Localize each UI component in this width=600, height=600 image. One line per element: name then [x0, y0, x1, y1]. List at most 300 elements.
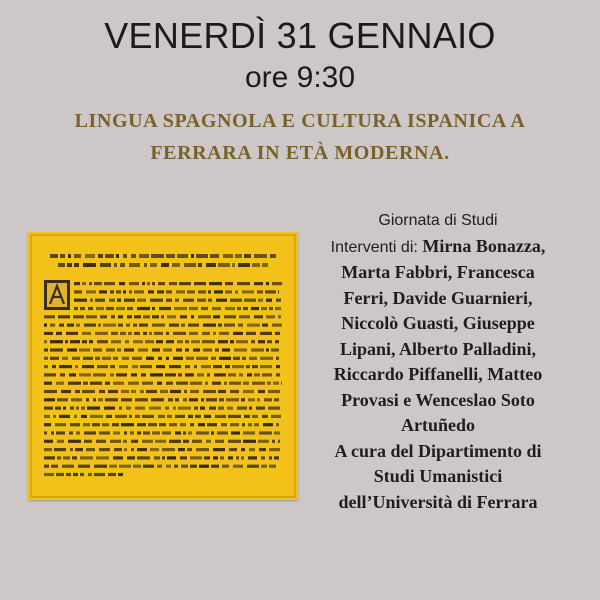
document-word-stroke: [168, 398, 173, 401]
document-word-stroke: [127, 456, 135, 459]
document-word-stroke: [135, 415, 140, 418]
document-word-stroke: [44, 407, 53, 410]
document-word-stroke: [70, 448, 73, 451]
document-word-stroke: [80, 456, 93, 459]
document-word-stroke: [180, 423, 186, 426]
document-word-stroke: [200, 407, 205, 410]
document-word-stroke: [143, 315, 150, 318]
document-word-stroke: [44, 365, 48, 368]
document-word-stroke: [131, 440, 138, 443]
document-word-stroke: [126, 324, 130, 327]
document-word-stroke: [166, 465, 171, 468]
document-word-stroke: [206, 263, 216, 267]
document-word-stroke: [133, 465, 141, 468]
document-word-stroke: [85, 254, 95, 258]
document-word-stroke: [44, 315, 55, 318]
document-word-stroke: [225, 290, 232, 293]
document-word-stroke: [261, 456, 265, 459]
organizer-line: dell’Università di Ferrara: [338, 491, 538, 512]
document-word-stroke: [93, 398, 96, 401]
document-word-stroke: [114, 263, 117, 267]
document-word-stroke: [166, 332, 169, 335]
document-word-stroke: [161, 263, 169, 267]
document-word-stroke: [267, 382, 271, 385]
document-word-stroke: [203, 390, 216, 393]
document-word-stroke: [219, 357, 231, 360]
document-word-stroke: [79, 373, 91, 376]
document-word-stroke: [44, 348, 48, 351]
document-word-stroke: [239, 315, 250, 318]
document-word-stroke: [275, 332, 280, 335]
document-word-stroke: [135, 407, 145, 410]
document-word-stroke: [74, 307, 78, 310]
document-word-stroke: [230, 423, 239, 426]
document-word-stroke: [184, 390, 187, 393]
document-word-stroke: [133, 340, 143, 343]
speakers-label: Interventi di:: [330, 238, 418, 256]
document-word-stroke: [260, 357, 273, 360]
document-word-stroke: [69, 373, 76, 376]
document-word-stroke: [243, 440, 256, 443]
document-word-stroke: [73, 315, 84, 318]
document-word-stroke: [223, 254, 233, 258]
document-word-stroke: [110, 373, 114, 376]
document-word-stroke: [218, 324, 222, 327]
document-word-stroke: [111, 340, 121, 343]
document-word-stroke: [242, 423, 245, 426]
speaker-names: Mirna Bonazza,: [422, 235, 546, 256]
document-word-stroke: [190, 456, 202, 459]
document-word-stroke: [278, 290, 279, 293]
document-word-stroke: [84, 440, 92, 443]
document-word-stroke: [222, 465, 229, 468]
document-word-stroke: [148, 290, 154, 293]
document-word-stroke: [119, 465, 131, 468]
document-word-stroke: [105, 398, 118, 401]
document-word-stroke: [208, 290, 211, 293]
document-word-stroke: [155, 440, 166, 443]
document-word-stroke: [81, 407, 85, 410]
document-word-stroke: [166, 382, 173, 385]
document-word-stroke: [234, 348, 247, 351]
document-word-stroke: [230, 340, 234, 343]
document-word-stroke: [152, 307, 155, 310]
document-word-stroke: [110, 365, 115, 368]
document-word-stroke: [88, 307, 93, 310]
speaker-names: Riccardo Piffanelli, Matteo: [333, 364, 543, 384]
document-word-stroke: [169, 423, 177, 426]
document-word-stroke: [241, 456, 244, 459]
document-word-stroke: [230, 299, 242, 302]
document-word-stroke: [163, 348, 172, 351]
document-word-stroke: [237, 282, 250, 285]
document-word-stroke: [106, 307, 114, 310]
document-word-stroke: [236, 456, 239, 459]
document-word-stroke: [96, 307, 104, 310]
document-word-stroke: [201, 307, 208, 310]
document-word-stroke: [268, 407, 280, 410]
document-word-stroke: [152, 348, 160, 351]
document-word-stroke: [129, 263, 140, 267]
document-word-stroke: [157, 465, 162, 468]
document-word-stroke: [189, 307, 198, 310]
document-word-stroke: [196, 254, 208, 258]
document-word-stroke: [268, 390, 280, 393]
document-word-stroke: [191, 254, 194, 258]
document-word-stroke: [249, 448, 255, 451]
document-word-stroke: [201, 398, 204, 401]
document-word-stroke: [128, 332, 132, 335]
document-word-stroke: [131, 373, 137, 376]
document-word-stroke: [124, 299, 135, 302]
document-word-stroke: [251, 307, 259, 310]
document-word-stroke: [110, 440, 121, 443]
document-word-stroke: [236, 340, 248, 343]
document-word-stroke: [75, 448, 83, 451]
document-word-stroke: [185, 373, 194, 376]
document-word-stroke: [238, 263, 250, 267]
document-word-stroke: [266, 348, 269, 351]
document-word-stroke: [90, 299, 93, 302]
document-word-stroke: [82, 282, 86, 285]
document-word-stroke: [137, 299, 146, 302]
document-word-stroke: [95, 357, 100, 360]
document-word-stroke: [55, 423, 66, 426]
document-word-stroke: [227, 407, 233, 410]
document-word-stroke: [229, 448, 237, 451]
document-word-stroke: [185, 365, 190, 368]
document-word-stroke: [148, 423, 157, 426]
document-word-stroke: [113, 382, 124, 385]
document-word-stroke: [187, 448, 192, 451]
document-word-stroke: [50, 348, 63, 351]
document-word-stroke: [237, 407, 247, 410]
document-word-stroke: [254, 315, 263, 318]
document-word-stroke: [218, 407, 224, 410]
document-word-stroke: [215, 348, 219, 351]
document-word-stroke: [166, 299, 172, 302]
document-word-stroke: [194, 365, 197, 368]
document-word-stroke: [247, 465, 259, 468]
document-word-stroke: [190, 423, 194, 426]
document-word-stroke: [108, 390, 118, 393]
document-word-stroke: [83, 423, 90, 426]
document-word-stroke: [58, 263, 65, 267]
document-word-stroke: [173, 407, 176, 410]
document-word-stroke: [175, 431, 181, 434]
document-word-stroke: [80, 307, 85, 310]
document-word-stroke: [257, 290, 263, 293]
document-word-stroke: [221, 423, 227, 426]
document-word-stroke: [233, 357, 240, 360]
document-word-stroke: [269, 448, 280, 451]
document-word-stroke: [128, 382, 139, 385]
document-word-stroke: [146, 357, 154, 360]
document-word-stroke: [96, 440, 106, 443]
event-title: [30, 105, 570, 169]
document-word-stroke: [95, 332, 108, 335]
document-word-stroke: [194, 282, 206, 285]
document-word-stroke: [188, 431, 192, 434]
document-word-stroke: [67, 263, 72, 267]
document-word-stroke: [109, 299, 115, 302]
document-word-stroke: [183, 299, 194, 302]
document-word-stroke: [131, 390, 136, 393]
document-word-stroke: [169, 440, 181, 443]
document-word-stroke: [198, 423, 205, 426]
document-word-stroke: [66, 332, 78, 335]
document-word-stroke: [97, 340, 108, 343]
document-word-stroke: [151, 254, 164, 258]
document-word-stroke: [204, 415, 211, 418]
document-word-stroke: [254, 373, 260, 376]
document-word-stroke: [196, 431, 209, 434]
document-word-stroke: [276, 373, 280, 376]
document-word-stroke: [225, 282, 233, 285]
document-word-stroke: [120, 263, 125, 267]
document-word-stroke: [219, 332, 229, 335]
document-word-stroke: [82, 340, 87, 343]
document-word-stroke: [232, 365, 244, 368]
document-word-stroke: [74, 282, 80, 285]
document-word-stroke: [219, 398, 224, 401]
document-word-stroke: [99, 390, 105, 393]
document-word-stroke: [150, 299, 163, 302]
document-word-stroke: [140, 390, 144, 393]
document-word-stroke: [211, 465, 219, 468]
document-word-stroke: [158, 282, 165, 285]
document-word-stroke: [106, 415, 112, 418]
historical-document-image: [28, 232, 298, 500]
document-word-stroke: [242, 357, 246, 360]
document-word-stroke: [123, 254, 127, 258]
document-word-stroke: [278, 440, 280, 443]
document-word-stroke: [166, 290, 172, 293]
document-word-stroke: [215, 415, 226, 418]
document-word-stroke: [127, 315, 132, 318]
document-word-stroke: [44, 440, 53, 443]
document-word-stroke: [209, 407, 216, 410]
document-word-stroke: [214, 290, 223, 293]
document-word-stroke: [213, 315, 220, 318]
document-word-stroke: [266, 282, 269, 285]
document-word-stroke: [65, 340, 68, 343]
document-word-stroke: [272, 440, 275, 443]
document-word-stroke: [214, 373, 226, 376]
document-word-stroke: [183, 431, 186, 434]
document-word-stroke: [74, 415, 77, 418]
document-word-stroke: [150, 373, 163, 376]
document-word-stroke: [258, 390, 265, 393]
document-word-stroke: [84, 431, 96, 434]
document-word-stroke: [119, 365, 128, 368]
document-word-stroke: [241, 398, 245, 401]
document-word-stroke: [196, 448, 209, 451]
organizer-line: Studi Umanistici: [373, 466, 503, 486]
document-text-drawing: [28, 232, 298, 500]
document-word-stroke: [129, 282, 139, 285]
document-word-stroke: [162, 448, 175, 451]
document-word-stroke: [60, 373, 65, 376]
document-word-stroke: [189, 398, 198, 401]
document-word-stroke: [176, 348, 182, 351]
document-word-stroke: [111, 315, 115, 318]
document-word-stroke: [60, 254, 65, 258]
document-word-stroke: [176, 290, 185, 293]
document-word-stroke: [121, 390, 129, 393]
document-word-stroke: [142, 415, 154, 418]
document-word-stroke: [211, 431, 214, 434]
document-word-stroke: [184, 263, 196, 267]
document-word-stroke: [276, 365, 280, 368]
speaker-names: Provasi e Wenceslao Soto: [341, 389, 535, 410]
document-word-stroke: [252, 263, 260, 267]
document-word-stroke: [150, 263, 157, 267]
document-word-stroke: [180, 315, 187, 318]
document-word-stroke: [192, 440, 202, 443]
document-word-stroke: [262, 373, 272, 376]
document-word-stroke: [132, 357, 142, 360]
document-word-stroke: [175, 398, 179, 401]
document-word-stroke: [102, 423, 109, 426]
document-word-stroke: [44, 473, 54, 476]
document-word-stroke: [220, 456, 224, 459]
document-word-stroke: [272, 282, 282, 285]
document-word-stroke: [260, 332, 272, 335]
document-word-stroke: [247, 373, 252, 376]
document-word-stroke: [108, 473, 116, 476]
document-word-stroke: [129, 290, 132, 293]
document-word-stroke: [137, 448, 147, 451]
document-word-stroke: [104, 407, 115, 410]
document-word-stroke: [116, 307, 125, 310]
document-word-stroke: [54, 448, 66, 451]
document-word-stroke: [82, 390, 95, 393]
document-word-stroke: [98, 398, 103, 401]
document-word-stroke: [210, 254, 219, 258]
document-word-stroke: [229, 382, 241, 385]
document-word-stroke: [186, 357, 194, 360]
document-word-stroke: [116, 290, 121, 293]
document-word-stroke: [117, 299, 121, 302]
document-word-stroke: [53, 415, 56, 418]
document-word-stroke: [213, 365, 222, 368]
document-word-stroke: [173, 357, 183, 360]
document-word-stroke: [208, 299, 212, 302]
document-word-stroke: [259, 431, 272, 434]
document-word-stroke: [147, 282, 150, 285]
document-word-stroke: [106, 348, 115, 351]
document-word-stroke: [233, 465, 243, 468]
document-word-stroke: [188, 324, 199, 327]
document-word-stroke: [86, 398, 89, 401]
document-word-stroke: [265, 290, 276, 293]
document-word-stroke: [70, 407, 74, 410]
document-word-stroke: [191, 315, 194, 318]
document-word-stroke: [251, 348, 264, 351]
event-date: VENERDÌ 31 GENNAIO: [104, 15, 496, 56]
document-word-stroke: [111, 332, 118, 335]
document-word-stroke: [261, 465, 267, 468]
document-word-stroke: [189, 332, 198, 335]
document-word-stroke: [105, 254, 114, 258]
document-word-stroke: [104, 282, 115, 285]
document-word-stroke: [178, 448, 185, 451]
document-word-stroke: [134, 290, 144, 293]
document-word-stroke: [203, 324, 216, 327]
document-word-stroke: [190, 382, 202, 385]
document-word-stroke: [246, 365, 250, 368]
document-word-stroke: [69, 431, 73, 434]
document-word-stroke: [261, 307, 267, 310]
speaker-names: Ferri, Davide Guarnieri,: [343, 287, 533, 308]
document-word-stroke: [224, 315, 236, 318]
document-word-stroke: [169, 324, 179, 327]
document-word-stroke: [166, 340, 174, 343]
document-word-stroke: [86, 315, 97, 318]
document-word-stroke: [113, 431, 120, 434]
document-word-stroke: [180, 456, 187, 459]
document-word-stroke: [138, 348, 148, 351]
document-word-stroke: [115, 415, 127, 418]
document-word-stroke: [117, 348, 121, 351]
document-word-stroke: [252, 382, 265, 385]
document-word-stroke: [75, 390, 80, 393]
document-word-stroke: [193, 348, 200, 351]
document-word-stroke: [197, 299, 206, 302]
document-word-stroke: [44, 382, 52, 385]
document-word-stroke: [179, 282, 191, 285]
document-word-stroke: [278, 315, 281, 318]
document-word-stroke: [44, 456, 55, 459]
document-word-stroke: [178, 407, 191, 410]
document-word-stroke: [56, 332, 62, 335]
document-word-stroke: [156, 365, 165, 368]
document-word-stroke: [170, 390, 181, 393]
document-word-stroke: [130, 431, 134, 434]
document-word-stroke: [238, 324, 243, 327]
document-word-stroke: [181, 324, 185, 327]
document-word-stroke: [119, 407, 122, 410]
document-word-stroke: [52, 365, 56, 368]
document-word-stroke: [224, 382, 227, 385]
document-word-stroke: [262, 263, 268, 267]
document-word-stroke: [131, 448, 134, 451]
document-word-stroke: [257, 398, 260, 401]
document-word-stroke: [44, 390, 57, 393]
document-word-stroke: [121, 423, 134, 426]
document-word-stroke: [74, 263, 79, 267]
document-word-stroke: [56, 473, 64, 476]
document-word-stroke: [73, 473, 78, 476]
document-word-stroke: [123, 440, 127, 443]
document-word-stroke: [244, 299, 256, 302]
document-word-stroke: [125, 340, 129, 343]
document-word-stroke: [137, 423, 146, 426]
document-word-stroke: [201, 365, 211, 368]
document-word-stroke: [120, 332, 126, 335]
document-word-stroke: [228, 456, 233, 459]
document-word-stroke: [269, 307, 273, 310]
document-word-stroke: [166, 357, 169, 360]
document-word-stroke: [72, 456, 77, 459]
document-word-stroke: [76, 431, 80, 434]
document-word-stroke: [152, 324, 165, 327]
document-word-stroke: [259, 448, 266, 451]
document-word-stroke: [145, 340, 154, 343]
document-word-stroke: [248, 456, 257, 459]
document-word-stroke: [133, 324, 137, 327]
